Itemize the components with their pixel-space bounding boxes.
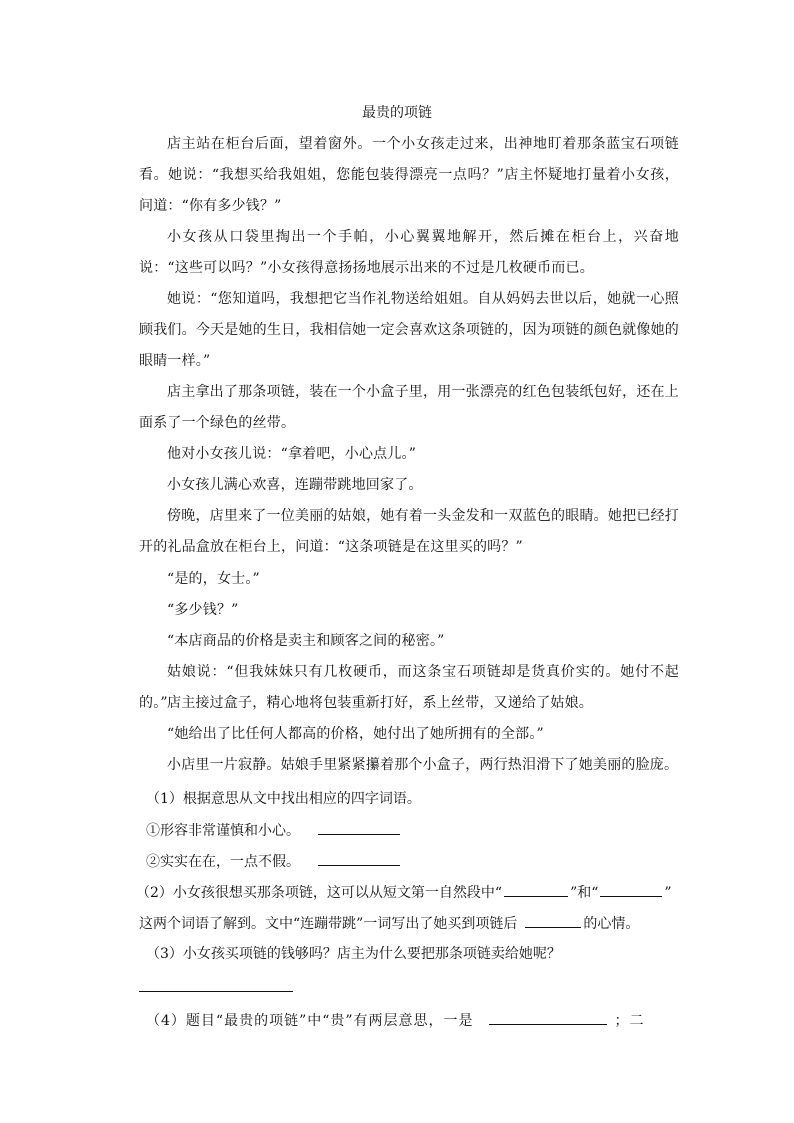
question-4: [146, 1010, 691, 1031]
paragraph-13: “她给出了比任何人都高的价格，她付出了她所拥有的全部。”: [167, 726, 544, 742]
question-2-line2-end: 的心情。: [583, 916, 640, 932]
paragraph-4: 店主拿出了那条项链，装在一个小盒子里，用一张漂亮的红色包装纸包好，还在上面系了一个绿色的丝带。: [139, 384, 679, 431]
paragraph-6: 小女孩儿满心欢喜，连蹦带跳地回家了。: [167, 477, 423, 493]
question-4-text: （4）题目“最贵的项链”中“贵”有两层意思，一是: [146, 1013, 474, 1029]
question-2-text-end: ”: [664, 885, 672, 901]
question-2-line-2: [139, 913, 684, 934]
paragraph-8: “是的，女士。”: [167, 571, 260, 587]
paragraph-11: 姑娘说：“但我妹妹只有几枚硬币，而这条宝石项链却是货真价实的。她付不起的。”: [139, 664, 679, 711]
answer-blank-2c[interactable]: [525, 913, 581, 928]
question-2: [136, 882, 681, 903]
paragraph-9: “多少钱？”: [167, 602, 239, 618]
question-2-text-middle: ”和“: [570, 885, 599, 901]
question-2-line2-text: 这两个词语了解到。文中“连蹦带跳”一词写出了她买到项链后: [139, 916, 518, 932]
answer-blank-2a[interactable]: [504, 882, 568, 897]
paragraph-10: “本店商品的价格是卖主和顾客之间的秘密。”: [167, 633, 445, 649]
question-1a-text: ①形容非常谨慎和小心。: [146, 823, 300, 839]
paragraph-7: 傍晚，店里来了一位美丽的姑娘，她有着一头金发和一双蓝色的眼睛。她把已经打开的礼品盒放在柜台上，问道：“这条项链是在这里买的吗？”: [139, 508, 679, 555]
paragraph-1: 店主站在柜台后面，望着窗外。一个小女孩走过来，出神地盯着那条蓝宝石项链看。她说：“我想买给我姐姐，您能包装得漂亮一点吗？”店主怀疑地打量着小女孩，问道：“你有多少钱？”: [139, 136, 679, 214]
question-3: （3）小女孩买项链的钱够吗？店主为什么要把那条项链卖给她呢？: [146, 946, 561, 962]
question-1a: [146, 820, 691, 841]
paragraph-12: 店主接过盒子，精心地将包装重新打好，系上丝带，又递给了姑娘。: [167, 695, 593, 711]
answer-line-3[interactable]: [139, 991, 293, 992]
question-4-text-end: ；二: [614, 1013, 645, 1029]
paragraph-2: 小女孩从口袋里掏出一个手帕，小心翼翼地解开，然后摊在柜台上，兴奋地说：“这些可以吗？”小女孩得意扬扬地展示出来的不过是几枚硬币而已。: [139, 229, 679, 276]
answer-blank-1b[interactable]: [318, 851, 400, 866]
question-1b-text: ②实实在在，一点不假。: [146, 854, 300, 870]
question-1: （1）根据意思从文中找出相应的四字词语。: [146, 791, 421, 807]
question-1b: [146, 851, 691, 872]
paragraph-3: 她说：“您知道吗，我想把它当作礼物送给姐姐。自从妈妈去世以后，她就一心照顾我们。今天是她的生日，我相信她一定会喜欢这条项链的，因为项链的颜色就像她的眼睛一样。”: [139, 291, 679, 369]
answer-blank-4[interactable]: [489, 1010, 607, 1025]
paragraph-5: 他对小女孩儿说：“拿着吧，小心点儿。”: [167, 446, 417, 462]
paragraph-14: 小店里一片寂静。姑娘手里紧紧攥着那个小盒子，两行热泪滑下了她美丽的脸庞。: [167, 757, 679, 773]
article-title: 最贵的项链: [362, 105, 432, 121]
question-2-text-start: （2）小女孩很想买那条项链，这可以从短文第一自然段中“: [136, 885, 503, 901]
answer-blank-1a[interactable]: [318, 820, 400, 835]
answer-blank-2b[interactable]: [600, 882, 662, 897]
